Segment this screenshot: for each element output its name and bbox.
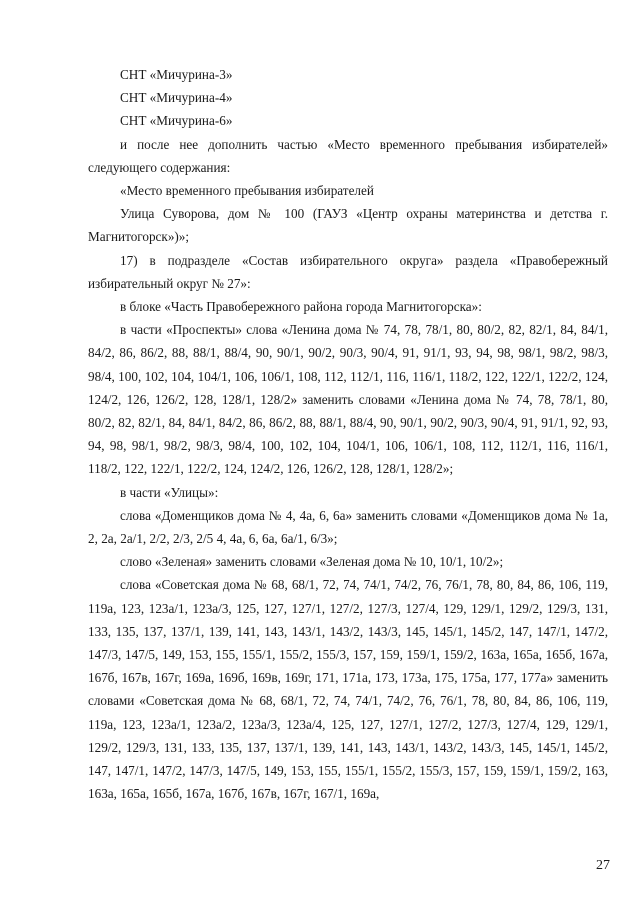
page-number: 27 — [596, 858, 610, 873]
paragraph-place-heading: «Место временного пребывания избирателей — [120, 183, 374, 199]
paragraph-zelenaya: слово «Зеленая» заменить словами «Зеленая дома № 10, 10/1, 10/2»; — [120, 554, 504, 570]
paragraph-add-part: и после нее дополнить частью «Место временного пребывания избирателей» следующего содержания: — [88, 136, 608, 175]
paragraph-suvorova-street: Улица Суворова, дом № 100 (ГАУЗ «Центр охраны материнства и детства г. Магнитогорск»)»; — [88, 206, 608, 245]
document-body — [88, 63, 608, 806]
snt-michurina-6: СНТ «Мичурина-6» — [120, 113, 233, 129]
paragraph-item-17: 17) в подразделе «Состав избирательного округа» раздела «Правобережный избирательный округ № 27»: — [88, 252, 608, 291]
paragraph-domenshchikov: слова «Доменщиков дома № 4, 4а, 6, 6а» заменить словами «Доменщиков дома № 1а, 2, 2а, 2а/1, 2/2, 2/3, 2/5 4, 4а, 6, 6а, 6а/1, 6/3»; — [88, 507, 608, 547]
snt-michurina-4: СНТ «Мичурина-4» — [120, 90, 233, 106]
paragraph-prospekty: в части «Проспекты» слова «Ленина дома № 74, 78, 78/1, 80, 80/2, 82, 82/1, 84, 84/1, 84/2, 86, 86/2, 88, 88/1, 88/4, 90, 90/1, 90/2, 90/3, 90/4, 91, 91/1, 93, 94, 98, 98/1, 98/2, 98/3, 98/4, 100, 102, 104, 104/1, 106, 106/1, 108, 112, 112/1, 116, 116/1, 118/2, 122, 122/1, 122/2, 124, 124/2, 126, 126/2, 128, 128/1, 128/2» заменить словами «Ленина дома № 74, 78, 78/1, 80, 80/2, 82, 82/1, 84, 84/1, 84/2, 86, 86/2, 88, 88/1, 88/4, 90, 90/1, 90/2, 90/3, 90/4, 91, 91/1, 92, 93, 94, 98, 98/1, 98/2, 98/3, 98/4, 100, 102, 104, 104/1, 106, 106/1, 108, 112, 112/1, 116, 116/1, 118/2, 122, 122/1, 122/2, 124, 124/2, 126, 126/2, 128, 128/1, 128/2»; — [88, 322, 608, 477]
snt-michurina-3: СНТ «Мичурина-3» — [120, 67, 233, 82]
paragraph-ulitsy: в части «Улицы»: — [120, 484, 219, 500]
paragraph-block-pravoberezhny: в блоке «Часть Правобережного района города Магнитогорска»: — [120, 299, 482, 315]
paragraph-sovetskaya: слова «Советская дома № 68, 68/1, 72, 74, 74/1, 74/2, 76, 76/1, 78, 80, 84, 86, 106, 119, 119а, 123, 123а/1, 123а/3, 125, 127, 127/1, 127/2, 127/3, 127/4, 129, 129/1, 129/2, 129/3, 131, 133, 135, 137, 137/1, 139, 141, 143, 143/1, 143/2, 143/3, 145, 145/1, 145/2, 147, 147/1, 147/2, 147/3, 147/5, 149, 153, 155, 155/1, 155/2, 155/3, 157, 159, 159/1, 159/2, 163а, 165а, 165б, 167а, 167б, 167в, 167г, 169а, 169б, 169в, 169г, 171, 171а, 173, 173а, 175, 175а, 177, 177а» заменить словами «Советская дома № 68, 68/1, 72, 74, 74/1, 74/2, 76, 76/1, 78, 80, 84, 86, 106, 119, 119а, 123, 123а/1, 123а/2, 123а/3, 123а/4, 125, 127, 127/1, 127/2, 127/3, 127/4, 129, 129/1, 129/2, 129/3, 131, 133, 135, 137, 137/1, 139, 141, 143, 143/1, 143/2, 143/3, 145, 145/1, 145/2, 147, 147/1, 147/2, 147/3, 147/5, 149, 153, 155, 155/1, 155/2, 155/3, 157, 159, 159/1, 159/2, 163, 163а, 165а, 165б, 167а, 167б, 167в, 167г, 167/1, 169а, — [88, 577, 608, 802]
